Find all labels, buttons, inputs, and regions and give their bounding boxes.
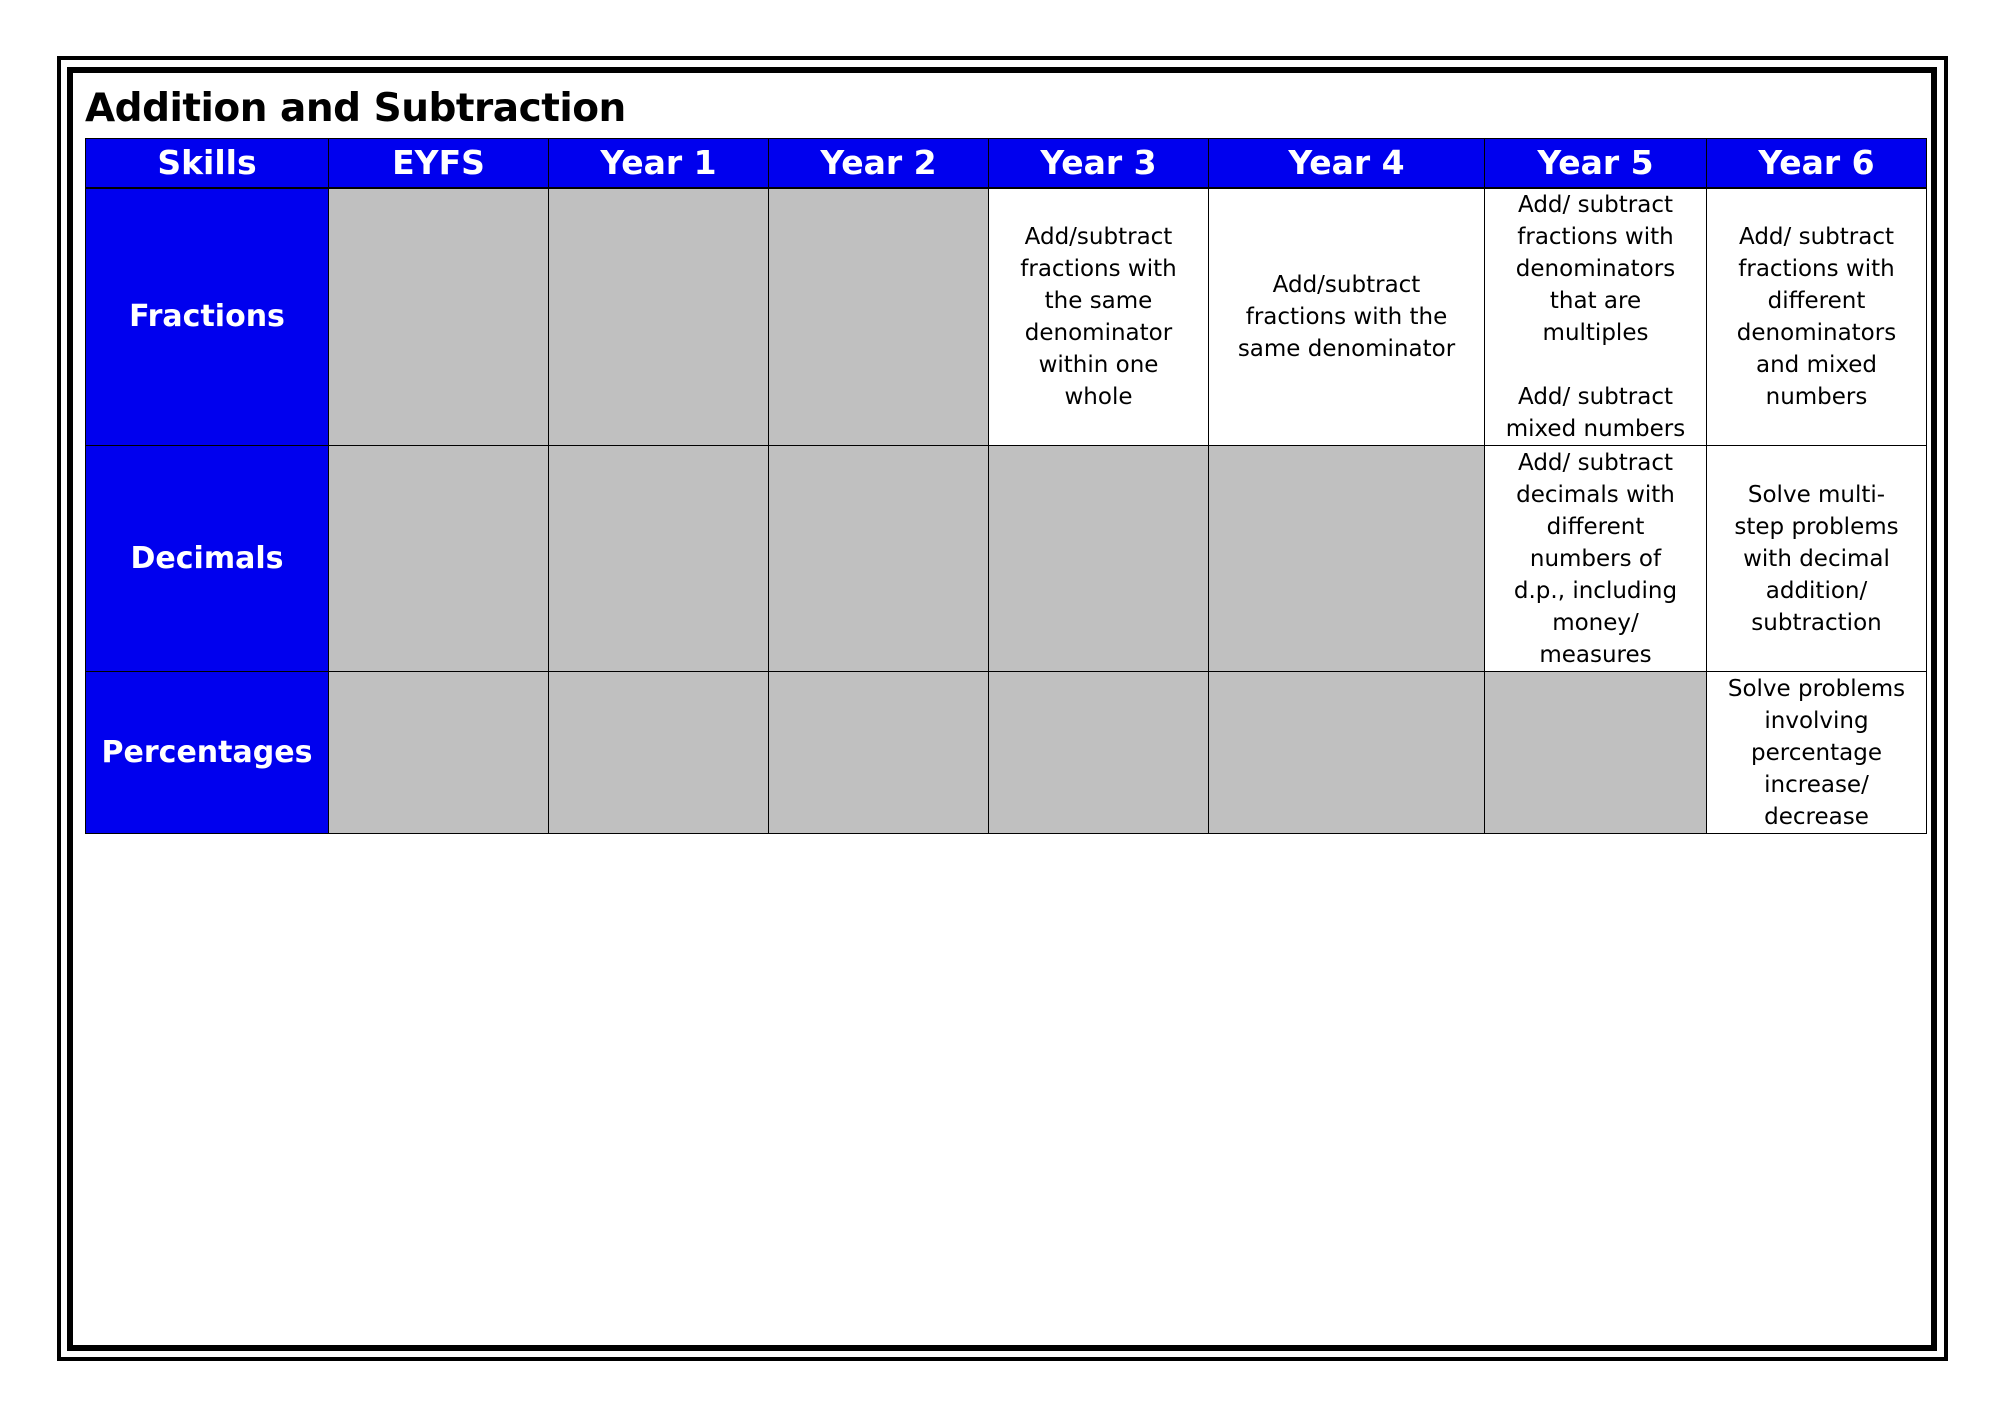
cell-decimals-year-5 [1485,446,1707,672]
cell-text-line: increase/ [1764,771,1869,798]
cell-text-line: denominators [1515,255,1676,282]
cell-text-line: different [1767,287,1866,314]
cell-text-line: Add/subtract [1272,271,1421,298]
cell-fractions-year-3 [989,188,1209,446]
cell-text-line: d.p., including [1513,577,1678,604]
cell-text-line: addition/ [1765,577,1868,604]
cell-text-line: the same [1044,287,1153,314]
column-header-skills: Skills [86,139,329,188]
cell-text-line: denominators [1736,319,1897,346]
cell-text-line: mixed numbers [1505,415,1686,442]
skills-table [85,138,1927,834]
column-header-year-4: Year 4 [1209,139,1485,188]
table-row-fractions [86,188,1927,446]
cell-text-line: fractions with [1020,255,1177,282]
cell-text-line: subtraction [1751,609,1882,636]
cell-fractions-year-5 [1485,188,1707,446]
cell-text-line: Solve problems [1727,675,1906,702]
cell-spacer [1485,349,1706,381]
cell-text-line: numbers [1765,383,1868,410]
cell-text-line: multiples [1542,319,1649,346]
empty-cell-percentages-year-2 [769,672,989,834]
cell-text-line: that are [1549,287,1642,314]
cell-fractions-year-4 [1209,188,1485,446]
cell-text-line: money/ [1552,609,1639,636]
cell-text-line: within one [1038,351,1159,378]
cell-text-line: different [1546,513,1645,540]
cell-text-line: whole [1064,383,1133,410]
cell-text-line: fractions with the [1245,303,1448,330]
cell-text-line: fractions with [1738,255,1895,282]
cell-text-line: involving [1764,707,1869,734]
row-header-decimals: Decimals [86,446,329,672]
cell-fractions-year-6 [1707,188,1927,446]
empty-cell-decimals-year-4 [1209,446,1485,672]
table-header-row [86,139,1927,188]
cell-text-line: numbers of [1529,545,1662,572]
cell-text-line: measures [1539,641,1652,668]
cell-text-line: and mixed [1755,351,1878,378]
column-header-year-1: Year 1 [549,139,769,188]
empty-cell-fractions-year-1 [549,188,769,446]
cell-text-line: Add/ subtract [1739,223,1894,250]
table-row-decimals [86,446,1927,672]
empty-cell-decimals-year-2 [769,446,989,672]
cell-text-line: decimals with [1516,481,1675,508]
empty-cell-fractions-year-2 [769,188,989,446]
empty-cell-fractions-eyfs [329,188,549,446]
table-row-percentages [86,672,1927,834]
cell-text-line: fractions with [1517,223,1674,250]
cell-text-line: denominator [1024,319,1173,346]
column-header-year-5: Year 5 [1485,139,1707,188]
column-header-eyfs: EYFS [329,139,549,188]
cell-text-line: with decimal [1743,545,1890,572]
empty-cell-percentages-year-5 [1485,672,1707,834]
empty-cell-decimals-year-3 [989,446,1209,672]
cell-text-line: Add/ subtract [1518,383,1673,410]
cell-text-line: Add/ subtract [1518,449,1673,476]
empty-cell-percentages-year-3 [989,672,1209,834]
cell-decimals-year-6 [1707,446,1927,672]
empty-cell-decimals-year-1 [549,446,769,672]
empty-cell-decimals-eyfs [329,446,549,672]
cell-percentages-year-6 [1707,672,1927,834]
cell-text-line: Add/subtract [1024,223,1173,250]
cell-text-line: decrease [1764,803,1869,830]
empty-cell-percentages-eyfs [329,672,549,834]
column-header-year-3: Year 3 [989,139,1209,188]
cell-text-line: percentage [1751,739,1882,766]
cell-text-line: same denominator [1237,335,1456,362]
column-header-year-6: Year 6 [1707,139,1927,188]
cell-text-line: step problems [1734,513,1899,540]
page-title: Addition and Subtraction [85,86,626,131]
empty-cell-percentages-year-4 [1209,672,1485,834]
empty-cell-percentages-year-1 [549,672,769,834]
row-header-fractions: Fractions [86,188,329,446]
column-header-year-2: Year 2 [769,139,989,188]
cell-text-line: Add/ subtract [1518,191,1673,218]
cell-text-line: Solve multi- [1747,481,1886,508]
row-header-percentages: Percentages [86,672,329,834]
